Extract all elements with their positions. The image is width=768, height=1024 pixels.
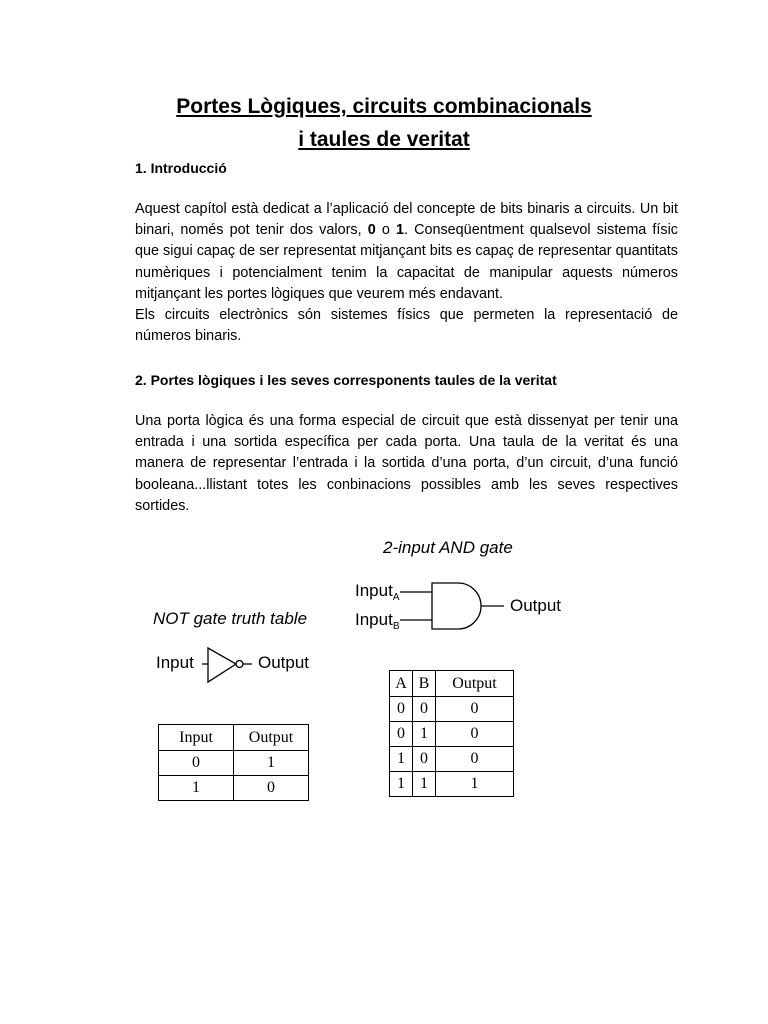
header-cell-input: Input [159, 725, 234, 751]
table-cell: 0 [390, 722, 413, 747]
table-cell: 1 [413, 772, 436, 797]
header-cell-output: Output [234, 725, 309, 751]
text-run: Input [355, 581, 393, 600]
table-header-row [390, 671, 514, 697]
and-output-label: Output [510, 596, 562, 615]
section2-heading: 2. Portes lògiques i les seves corresponents taules de la veritat [135, 372, 557, 388]
section1-body [135, 199, 678, 347]
and-truth-table [389, 670, 514, 797]
header-cell-b: B [413, 671, 436, 697]
header-cell-a: A [390, 671, 413, 697]
subscript: A [392, 592, 400, 603]
not-input-label: Input [156, 653, 194, 672]
table-cell: 0 [413, 747, 436, 772]
table-row [390, 722, 514, 747]
section1-heading: 1. Introducció [135, 160, 227, 176]
table-cell: 1 [390, 747, 413, 772]
table-row [390, 747, 514, 772]
bold-zero: 0 [367, 222, 376, 239]
table-cell: 1 [234, 751, 309, 776]
not-gate-symbol [198, 646, 260, 688]
table-cell: 0 [234, 776, 309, 801]
table-cell: 1 [413, 722, 436, 747]
header-cell-output: Output [436, 671, 514, 697]
table-cell: 0 [436, 747, 514, 772]
table-cell: 1 [436, 772, 514, 797]
table-cell: 0 [436, 722, 514, 747]
bold-one: 1 [395, 222, 404, 239]
table-row [159, 776, 309, 801]
and-gate-symbol [400, 578, 510, 632]
section2-body [135, 411, 678, 517]
table-cell: 0 [413, 697, 436, 722]
not-truth-table [158, 724, 309, 801]
section1-paragraph1 [135, 199, 678, 305]
and-input-a-label [355, 581, 399, 603]
table-cell: 0 [436, 697, 514, 722]
table-cell: 1 [159, 776, 234, 801]
table-cell: 0 [159, 751, 234, 776]
and-input-b-label [355, 610, 399, 632]
text-run: Aquest capítol està dedicat a l’aplicació del concepte de bits binaris a circuits. Un bit binari, només pot tenir dos valors, [135, 201, 678, 239]
not-gate-caption: NOT gate truth table [153, 609, 308, 628]
section2-paragraph1: Una porta lògica és una forma especial de circuit que està dissenyat per tenir una entrada i una sortida específica per cada porta. Una taula de la veritat és una manera de representar l’entrada i la sortida d’una porta, d’un circuit, d’una funció booleana...llistant totes les conbinacions possibles amb les seves respectives sortides. [135, 413, 678, 514]
table-header-row [159, 725, 309, 751]
and-gate-caption: 2-input AND gate [383, 538, 513, 557]
section1-paragraph2: Els circuits electrònics són sistemes físics que permeten la representació de números binaris. [135, 307, 678, 345]
subscript: B [392, 621, 400, 632]
document-title-line1: Portes Lògiques, circuits combinacionals [176, 95, 592, 118]
text-run: Input [355, 610, 393, 629]
table-cell: 1 [390, 772, 413, 797]
not-output-label: Output [258, 653, 310, 672]
document-title-line2: i taules de veritat [298, 128, 470, 151]
table-cell: 0 [390, 697, 413, 722]
table-row [390, 697, 514, 722]
table-row [159, 751, 309, 776]
text-run: . Conseqüentment qualsevol sistema físic que sigui capaç de ser representat mitjançant bits es capaç de representar quantitats numèriques i potencialment tenim la capacitat de manipular aquests números mitjançant les portes lògiques que veurem més endavant. [135, 222, 679, 302]
text-run: o [375, 222, 396, 239]
table-row [390, 772, 514, 797]
